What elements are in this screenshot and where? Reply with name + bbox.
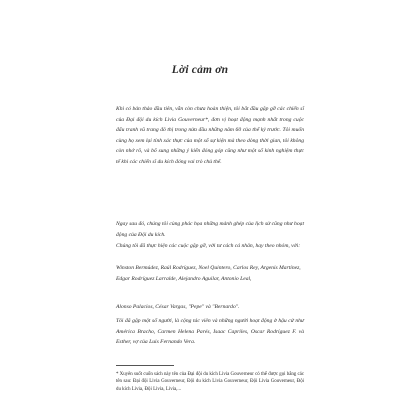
paragraph-intro [116,104,304,168]
paragraph-text: Tôi đã gặp một số người, là cộng tác viên và những người hoạt động ở hậu cứ như América Bracho, Carmen Helena Parés, Isaac Capriles, Oscar Rodríguez F. và Esther, vợ của Luis Fernando Vera. [116,318,304,346]
paragraph-meetings [116,241,304,252]
footnote-divider [116,365,174,366]
paragraph-text: Khi có bản thảo đầu tiên, vẫn còn chưa hoàn thiện, tôi bắt đầu gặp gỡ các chiến sĩ của Đại đội du kích Livia Gouverneur*, đơn vị hoạt động mạnh nhất trong cuộc đấu tranh vũ trang đô thị trong nửa đầu những năm 60 của thế kỷ trước. Tôi muốn cùng họ xem lại tính xác thực của một số sự kiện mà theo dòng thời gian, tôi không còn nhớ rõ, và bổ sung những ý kiến đóng góp cũng như một số kinh nghiệm thực tế khi các chiến sĩ du kích đóng vai trò chủ thể. [116,106,304,165]
paragraph-sketch [116,219,304,240]
footnote [116,371,304,393]
names-list: Winston Bermúdez, Raúl Rodríguez, Noel Quintero, Carlos Rey, Argenis Martínez, Edgar Rodríguez Larralde, Alejandro Aguilar, Antonio Leal, [116,265,301,282]
page-title: Lời cảm ơn [171,64,229,76]
footnote-text: * Xuyên suốt cuốn sách này tên của Đại đội du kích Livia Gouverneur có thể được gọi bằng các tên sau: Đại đội Livia Gouverneur, Đội du kích Livia Gouverneur, Đội Livia Gouverneur, Đội du kích Livia, Đội Livia, Livia,... [116,372,304,392]
paragraph-text: Ngay sau đó, chúng tôi cùng phác họa những mảnh ghép của lịch sử cũng như hoạt động của Đội du kích. [116,221,304,238]
paragraph-text: Chúng tôi đã thực hiện các cuộc gặp gỡ, với tư cách cá nhân, hay theo nhóm, với: [116,243,301,249]
paragraph-collaborators [116,316,304,348]
names-list-continued: Alonso Palacios, César Vargas, "Pepe" và "Bernardo". [116,304,240,310]
